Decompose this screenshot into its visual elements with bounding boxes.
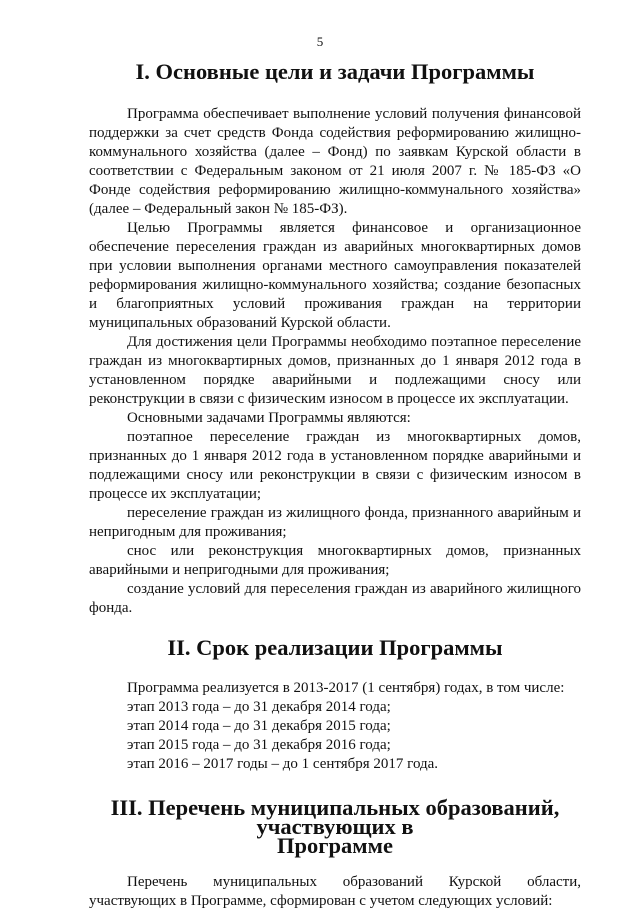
section-1-paragraph: Для достижения цели Программы необходимо поэтапное переселение граждан из многоквартирных домов, признанных до 1 января 2012 года в установленном порядке аварийными и подлежащими сносу или реконструкции в связи с физическим износом в процессе их эксплуатации. — [89, 334, 581, 407]
section-3-paragraph: Перечень муниципальных образований Курской области, участвующих в Программе, сформирован с учетом следующих условий: — [89, 874, 581, 909]
section-1-paragraph: Основными задачами Программы являются: — [127, 410, 411, 426]
section-1-task-item: поэтапное переселение граждан из многоквартирных домов, признанных до 1 января 2012 года в установленном порядке аварийными и подлежащими сносу или реконструкции в связи с физическим износом в процессе их эксплуатации; — [89, 429, 581, 502]
page-number: 5 — [316, 34, 324, 49]
section-2-line: этап 2016 – 2017 годы – до 1 сентября 2017 года. — [127, 756, 439, 772]
section-2-line: Программа реализуется в 2013-2017 (1 сентября) годах, в том числе: — [127, 680, 565, 696]
section-2-line: этап 2015 года – до 31 декабря 2016 года; — [127, 737, 391, 753]
section-3-title-line-1: III. Перечень муниципальных образований, участвующих в — [110, 795, 560, 839]
section-1-task-item: создание условий для переселения граждан из аварийного жилищного фонда. — [89, 581, 581, 616]
section-1-paragraph: Программа обеспечивает выполнение условий получения финансовой поддержки за счет средств Фонда содействия реформированию жилищно-коммунального хозяйства (далее – Фонд) по заявкам Курской области в соответствии с Федеральным законом от 21 июля 2007 г. № 185-ФЗ «О Фонде содействия реформированию жилищно-коммунального хозяйства» (далее – Федеральный закон № 185-ФЗ). — [89, 106, 581, 217]
section-3-title — [89, 795, 581, 858]
section-1-task-item: снос или реконструкция многоквартирных домов, признанных аварийными и непригодными для проживания; — [89, 543, 581, 578]
section-3-title-line-2: Программе — [277, 833, 393, 858]
document-body — [89, 58, 581, 911]
section-2-title: II. Срок реализации Программы — [167, 635, 503, 660]
section-1-paragraph: Целью Программы является финансовое и организационное обеспечение переселения граждан из аварийных многоквартирных домов при условии выполнения органами местного самоуправления показателей реформирования жилищно-коммунального хозяйства; создание безопасных и благоприятных условий проживания граждан на территории муниципальных образований Курской области. — [89, 220, 581, 331]
section-2-line: этап 2013 года – до 31 декабря 2014 года; — [127, 699, 391, 715]
section-1-title: I. Основные цели и задачи Программы — [135, 59, 535, 84]
section-2-line: этап 2014 года – до 31 декабря 2015 года; — [127, 718, 391, 734]
section-1-task-item: переселение граждан из жилищного фонда, признанного аварийным и непригодным для проживания; — [89, 505, 581, 540]
